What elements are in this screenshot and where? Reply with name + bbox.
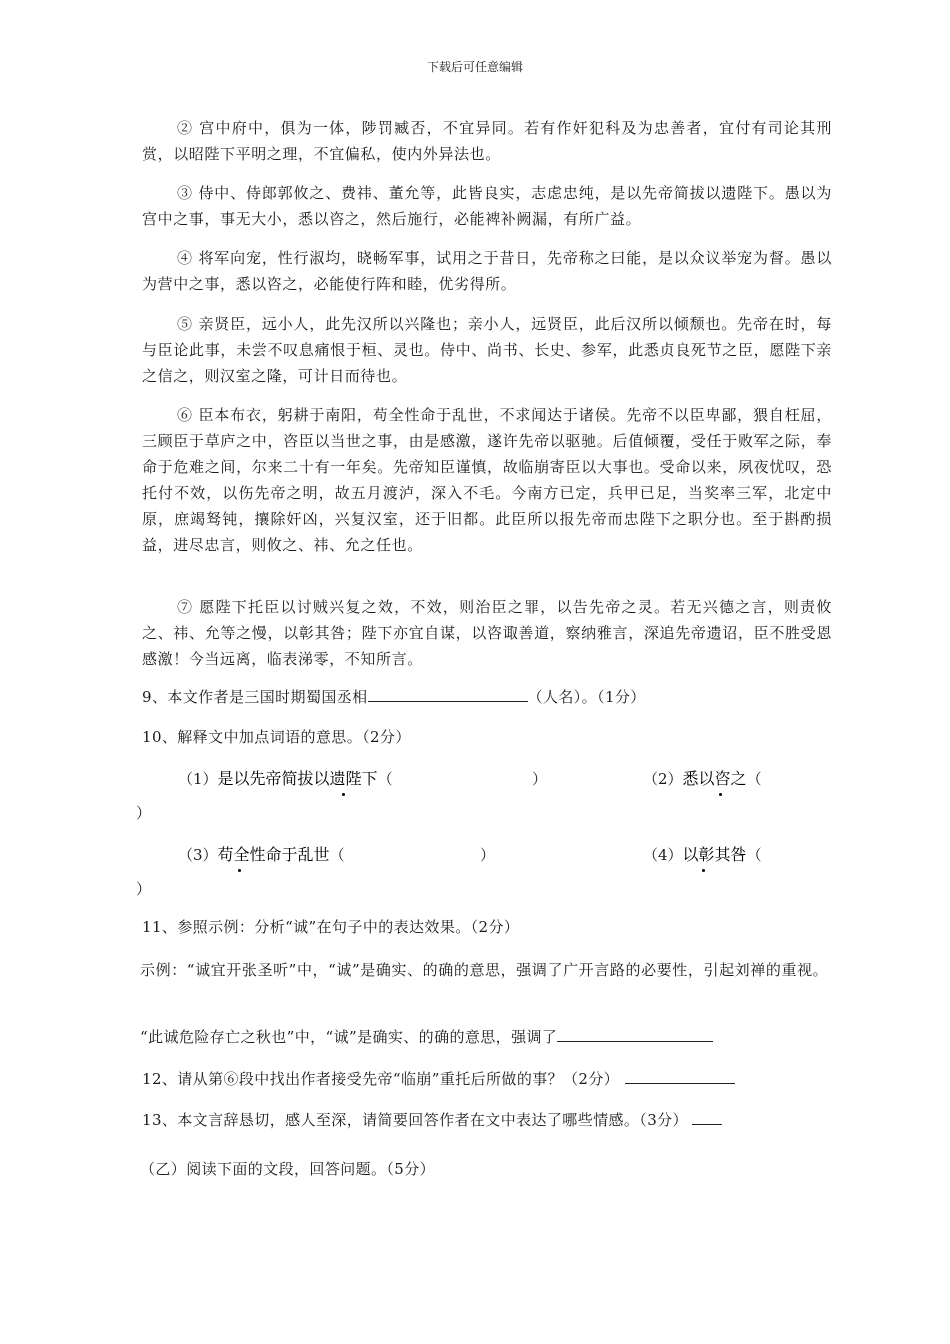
item-4-number: （4） [643,846,683,864]
question-10-item-2 [643,766,762,789]
item-4-close-paren: ） [136,880,152,898]
item-3-phrase: 苟全性命于乱世 [217,845,330,864]
question-10-item-1 [178,766,393,789]
item-2-number: （2） [643,770,683,788]
emphasis-dot [238,869,241,872]
answer-blank-11[interactable] [557,1025,713,1042]
passage-paragraph-6: ⑥ 臣本布衣，躬耕于南阳，苟全性命于乱世，不求闻达于诸侯。先帝不以臣卑鄙，猥自枉屈，三顾臣于草庐之中，咨臣以当世之事，由是感激，遂许先帝以驱驰。后值倾覆，受任于败军之际，奉命于危难之间，尔来二十有一年矣。先帝知臣谨慎，故临崩寄臣以大事也。受命以来，夙夜忧叹，恐托付不效，以伤先帝之明，故五月渡泸，深入不毛。今南方已定，兵甲已足，当奖率三军，北定中原，庶竭驽钝，攘除奸凶，兴复汉室，还于旧都。此臣所以报先帝而忠陛下之职分也。至于斟酌损益，进尽忠言，则攸之、祎、允之任也。 [142,406,832,554]
item-1-open-paren: （ [377,770,393,788]
item-2-phrase: 悉以咨之 [682,769,747,788]
question-9 [142,684,646,710]
question-11-prompt-text: “此诚危险存亡之秋也”中，“诚”是确实、的确的意思，强调了 [140,1028,558,1046]
question-9-text: 9、本文作者是三国时期蜀国丞相 [142,688,368,706]
question-13 [142,1107,722,1133]
question-11-prompt [140,1024,713,1050]
page-header: 下载后可任意编辑 [426,60,523,74]
item-1-close-paren: ） [532,770,548,788]
passage-paragraph-4: ④ 将军向宠，性行淑均，晓畅军事，试用之于昔日，先帝称之曰能，是以众议举宠为督。愚以为营中之事，悉以咨之，必能使行阵和睦，优劣得所。 [142,249,832,293]
item-3-close-paren: ） [480,846,496,864]
emphasis-dot [719,793,722,796]
question-10: 10、解释文中加点词语的意思。（2分） [142,728,411,746]
question-13-text: 13、本文言辞恳切，感人至深，请简要回答作者在文中表达了哪些情感。（3分） [142,1111,688,1129]
question-11-example: 示例：“诚宜开张圣听”中，“诚”是确实、的确的意思，强调了广开言路的必要性，引起刘禅的重视。 [140,961,829,979]
emphasis-dot [342,793,345,796]
question-12 [142,1066,735,1092]
question-11: 11、参照示例：分析“诚”在句子中的表达效果。（2分） [142,918,520,936]
item-4-phrase: 以彰其咎 [682,845,747,864]
question-10-item-3 [178,842,345,865]
item-1-phrase: 是以先帝简拔以遗陛下 [217,769,378,788]
answer-blank-13[interactable] [692,1108,722,1125]
passage-paragraph-5: ⑤ 亲贤臣，远小人，此先汉所以兴隆也；亲小人，远贤臣，此后汉所以倾颓也。先帝在时，每与臣论此事，未尝不叹息痛恨于桓、灵也。侍中、尚书、长史、参军，此悉贞良死节之臣，愿陛下亲之信之，则汉室之隆，可计日而待也。 [142,315,832,385]
passage-paragraph-2: ② 宫中府中，俱为一体，陟罚臧否，不宜异同。若有作奸犯科及为忠善者，宜付有司论其刑赏，以昭陛下平明之理，不宜偏私，使内外异法也。 [142,119,832,163]
answer-blank-12[interactable] [625,1067,735,1084]
passage-paragraph-3: ③ 侍中、侍郎郭攸之、费祎、董允等，此皆良实，志虑忠纯，是以先帝简拔以遗陛下。愚以为宫中之事，事无大小，悉以咨之，然后施行，必能裨补阙漏，有所广益。 [142,184,832,228]
section-b-heading: （乙）阅读下面的文段，回答问题。（5分） [140,1160,436,1178]
passage-paragraph-7: ⑦ 愿陛下托臣以讨贼兴复之效，不效，则治臣之罪，以告先帝之灵。若无兴德之言，则责攸之、祎、允等之慢，以彰其咎；陛下亦宜自谋，以咨诹善道，察纳雅言，深追先帝遗诏，臣不胜受恩感激！今当远离，临表涕零，不知所言。 [142,598,832,668]
emphasis-dot [702,869,705,872]
question-12-text: 12、请从第⑥段中找出作者接受先帝“临崩”重托后所做的事？（2分） [142,1070,620,1088]
question-10-item-4 [643,842,762,865]
item-4-open-paren: （ [746,846,762,864]
answer-blank-9[interactable] [368,685,528,702]
question-9-suffix: （人名）。（1分） [527,688,646,706]
item-2-open-paren: （ [746,770,762,788]
item-3-open-paren: （ [329,846,345,864]
item-3-number: （3） [178,846,218,864]
item-1-number: （1） [178,770,218,788]
item-2-close-paren: ） [136,804,152,822]
